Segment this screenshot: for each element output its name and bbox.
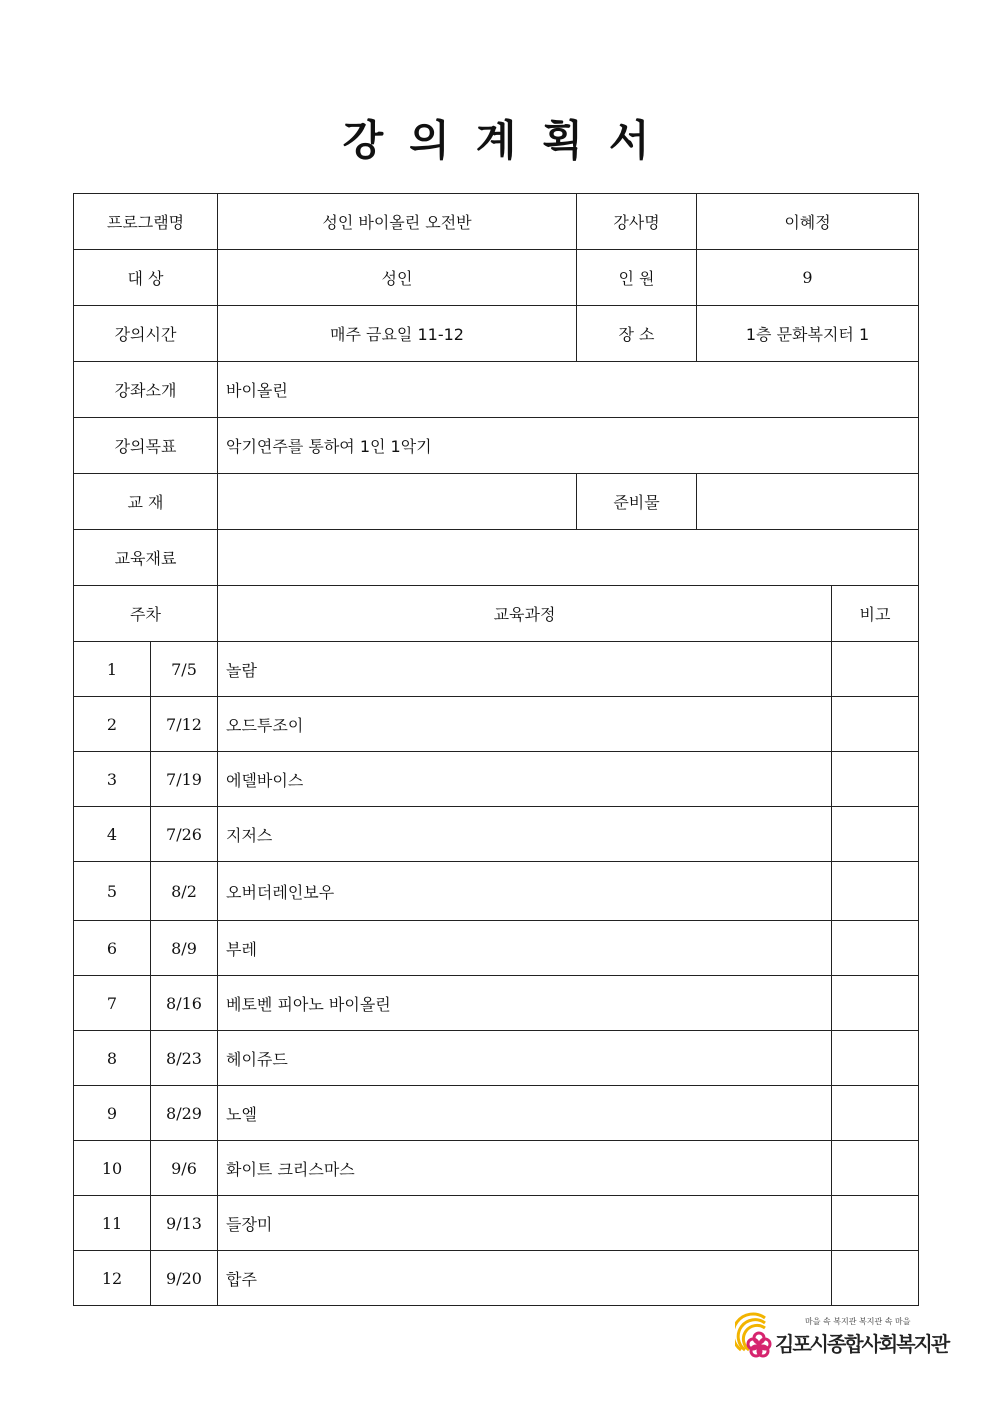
- week-date: 7/26: [151, 807, 218, 862]
- goal-value: 악기연주를 통하여 1인 1악기: [218, 418, 919, 474]
- course-note: [832, 1251, 919, 1306]
- target-label: 대 상: [74, 250, 218, 306]
- count-value: 9: [802, 268, 813, 287]
- material-value: [218, 530, 919, 586]
- week-date: 9/13: [151, 1196, 218, 1251]
- time-value: 매주 금요일 11-12: [218, 306, 577, 362]
- intro-label: 강좌소개: [74, 362, 218, 418]
- intro-value: 바이올린: [218, 362, 919, 418]
- course-note: [832, 1141, 919, 1196]
- course-note: [832, 862, 919, 921]
- week-date: 7/19: [151, 752, 218, 807]
- info-row-program: [74, 194, 919, 250]
- schedule-row: [74, 1251, 919, 1306]
- header-note: 비고: [832, 586, 919, 642]
- flower-logo-icon: [735, 1310, 777, 1362]
- schedule-row: [74, 642, 919, 697]
- schedule-row: [74, 697, 919, 752]
- header-week: 주차: [74, 586, 218, 642]
- supplies-value: [697, 474, 918, 529]
- course-note: [832, 752, 919, 807]
- course-title: 베토벤 피아노 바이올린: [218, 976, 832, 1031]
- course-title: 놀람: [218, 642, 832, 697]
- course-title: 화이트 크리스마스: [218, 1141, 832, 1196]
- schedule-row: [74, 1196, 919, 1251]
- course-title: 오드투조이: [218, 697, 832, 752]
- week-number: 12: [74, 1251, 151, 1306]
- course-title: 노엘: [218, 1086, 832, 1141]
- lecture-plan-table: [73, 193, 919, 1306]
- schedule-row: [74, 1031, 919, 1086]
- course-note: [832, 1086, 919, 1141]
- week-number: 3: [74, 752, 151, 807]
- week-number: 10: [74, 1141, 151, 1196]
- schedule-row: [74, 807, 919, 862]
- course-title: 지저스: [218, 807, 832, 862]
- material-label: 교육재료: [74, 530, 218, 586]
- goal-label: 강의목표: [74, 418, 218, 474]
- supplies-label: 준비물: [577, 474, 697, 529]
- program-value: 성인 바이올린 오전반: [218, 194, 577, 250]
- info-row-intro: [74, 362, 919, 418]
- course-note: [832, 976, 919, 1031]
- program-label: 프로그램명: [74, 194, 218, 250]
- week-date: 9/20: [151, 1251, 218, 1306]
- course-title: 합주: [218, 1251, 832, 1306]
- place-value: 1층 문화복지터 1: [745, 325, 870, 344]
- organization-logo: [735, 1308, 949, 1368]
- week-date: 9/6: [151, 1141, 218, 1196]
- info-row-material: [74, 530, 919, 586]
- course-note: [832, 807, 919, 862]
- target-value: 성인: [218, 250, 577, 306]
- week-date: 8/23: [151, 1031, 218, 1086]
- header-course: 교육과정: [218, 586, 832, 642]
- course-note: [832, 921, 919, 976]
- textbook-label: 교 재: [74, 474, 218, 530]
- course-note: [832, 697, 919, 752]
- week-date: 8/16: [151, 976, 218, 1031]
- week-number: 1: [74, 642, 151, 697]
- place-label: 장 소: [577, 306, 697, 361]
- logo-name: 김포시종합사회복지관: [775, 1332, 949, 1356]
- schedule-row: [74, 752, 919, 807]
- week-number: 9: [74, 1086, 151, 1141]
- week-date: 8/29: [151, 1086, 218, 1141]
- page-title: 강의계획서: [342, 116, 676, 165]
- teacher-label: 강사명: [577, 194, 697, 249]
- schedule-row: [74, 976, 919, 1031]
- info-row-time: [74, 306, 919, 362]
- week-number: 8: [74, 1031, 151, 1086]
- week-number: 2: [74, 697, 151, 752]
- course-note: [832, 642, 919, 697]
- week-number: 7: [74, 976, 151, 1031]
- time-label: 강의시간: [74, 306, 218, 362]
- week-date: 7/5: [151, 642, 218, 697]
- course-title: 부레: [218, 921, 832, 976]
- course-title: 들장미: [218, 1196, 832, 1251]
- logo-slogan: 마을 속 복지관 복지관 속 마을: [805, 1317, 911, 1326]
- course-note: [832, 1031, 919, 1086]
- schedule-row: [74, 862, 919, 921]
- info-row-goal: [74, 418, 919, 474]
- schedule-row: [74, 1141, 919, 1196]
- teacher-value: 이혜정: [784, 213, 831, 232]
- schedule-body: [74, 642, 919, 1306]
- week-date: 8/9: [151, 921, 218, 976]
- course-note: [832, 1196, 919, 1251]
- week-date: 8/2: [151, 862, 218, 921]
- week-date: 7/12: [151, 697, 218, 752]
- week-number: 5: [74, 862, 151, 921]
- course-title: 오버더레인보우: [218, 862, 832, 921]
- schedule-row: [74, 921, 919, 976]
- textbook-value: [218, 474, 577, 530]
- week-number: 6: [74, 921, 151, 976]
- course-title: 헤이쥬드: [218, 1031, 832, 1086]
- schedule-header-row: [74, 586, 919, 642]
- course-title: 에델바이스: [218, 752, 832, 807]
- info-row-target: [74, 250, 919, 306]
- info-row-textbook: [74, 474, 919, 530]
- week-number: 11: [74, 1196, 151, 1251]
- schedule-row: [74, 1086, 919, 1141]
- count-label: 인 원: [577, 250, 697, 305]
- week-number: 4: [74, 807, 151, 862]
